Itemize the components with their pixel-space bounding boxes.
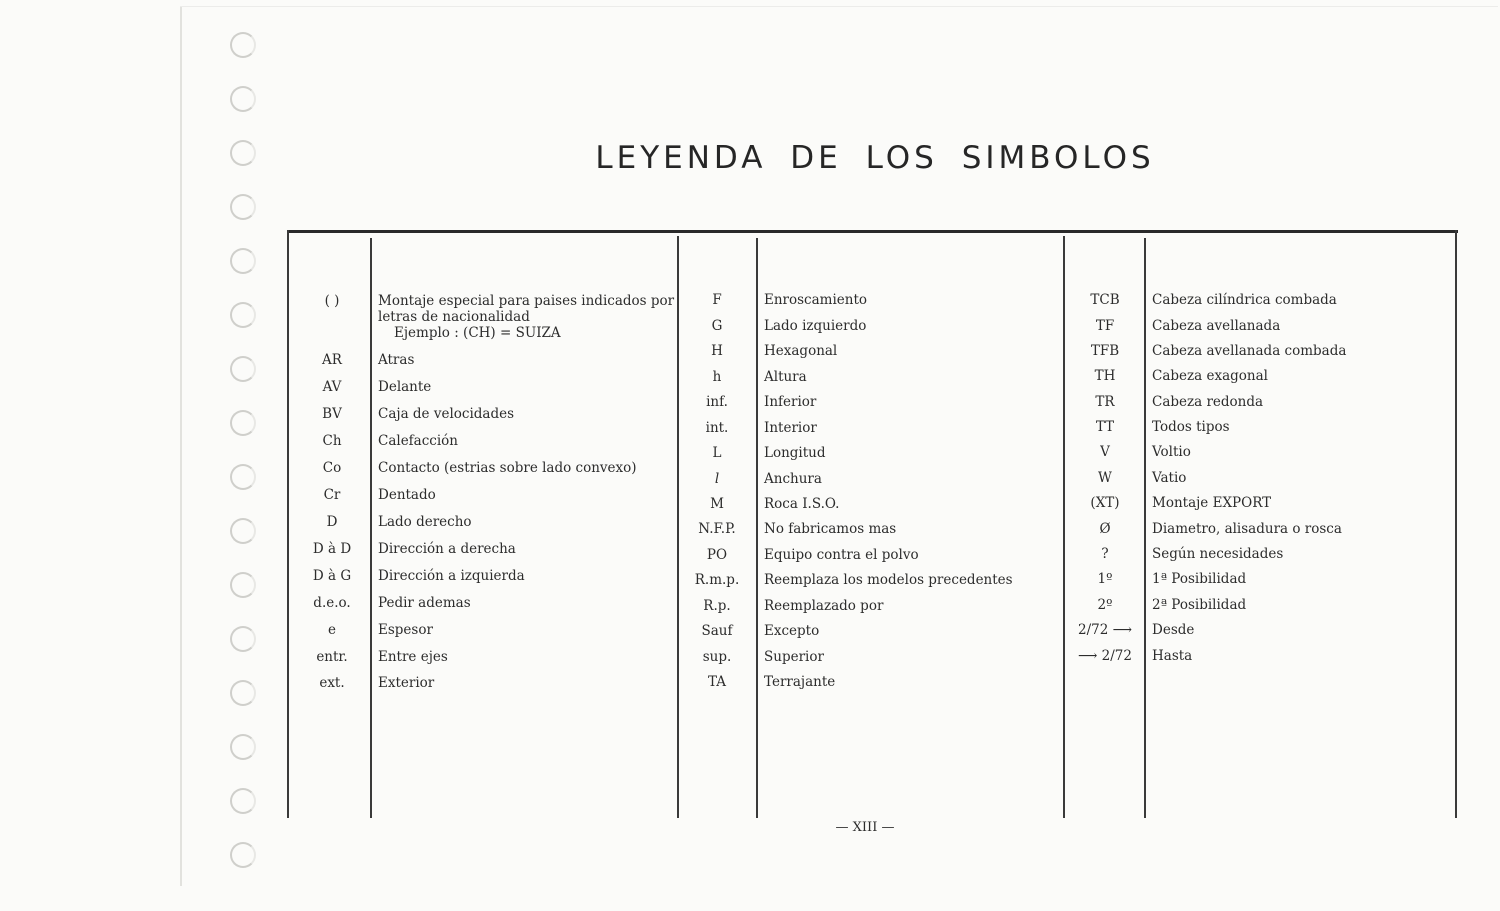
binder-hole — [230, 572, 256, 598]
binder-hole — [230, 248, 256, 274]
symbol: BV — [322, 406, 342, 422]
binder-hole — [230, 788, 256, 814]
symbol-description: Ejemplo : (CH) = SUIZA — [394, 325, 561, 341]
symbol: R.p. — [703, 598, 731, 614]
symbol-description: Delante — [378, 379, 432, 395]
symbol: TR — [1095, 394, 1115, 410]
symbol-description: Terrajante — [764, 674, 836, 690]
table-top-rule — [288, 230, 1458, 233]
binder-hole — [230, 680, 256, 706]
binder-hole — [230, 464, 256, 490]
symbol-description: 1ª Posibilidad — [1152, 571, 1247, 587]
symbol: M — [710, 496, 724, 512]
symbol-description: Según necesidades — [1152, 546, 1284, 562]
symbol-description: Superior — [764, 649, 824, 665]
symbol: D à D — [312, 541, 352, 557]
symbol: N.F.P. — [698, 521, 736, 537]
symbol: int. — [705, 420, 729, 436]
symbol: TT — [1095, 419, 1115, 435]
symbol: h — [712, 369, 722, 385]
symbol: TF — [1095, 318, 1115, 334]
symbol-description: Todos tipos — [1152, 419, 1230, 435]
until-date-symbol: ⟶ 2/72 — [1078, 648, 1132, 664]
symbol-description: Montaje EXPORT — [1152, 495, 1272, 511]
symbol: Cr — [323, 487, 341, 503]
from-date-symbol: 2/72 ⟶ — [1078, 622, 1132, 638]
symbol-description: Espesor — [378, 622, 433, 638]
binder-hole — [230, 32, 256, 58]
binder-hole — [230, 86, 256, 112]
symbol: AR — [322, 352, 342, 368]
page-top-edge — [180, 6, 1498, 7]
symbol: F — [712, 292, 722, 308]
symbol-description: Voltio — [1152, 444, 1191, 460]
binder-hole — [230, 734, 256, 760]
symbol-description: Atras — [378, 352, 415, 368]
symbol-description: Diametro, alisadura o rosca — [1152, 521, 1342, 537]
symbol-description: Interior — [764, 420, 817, 436]
symbol: 2º — [1097, 597, 1113, 613]
column-divider — [370, 238, 372, 818]
binder-hole — [230, 626, 256, 652]
symbol: PO — [706, 547, 728, 563]
symbol-description: Lado izquierdo — [764, 318, 867, 334]
symbol-description: Cabeza exagonal — [1152, 368, 1268, 384]
symbol-description: Pedir ademas — [378, 595, 471, 611]
symbol-description: Hexagonal — [764, 343, 838, 359]
symbol: inf. — [706, 394, 728, 410]
symbol-description: Excepto — [764, 623, 820, 639]
symbol-description: Reemplaza los modelos precedentes — [764, 572, 1013, 588]
symbol-description: Vatio — [1152, 470, 1187, 486]
symbol-description: Dentado — [378, 487, 436, 503]
symbol-description: Montaje especial para paises indicados por — [378, 293, 675, 309]
symbol-description: Dirección a derecha — [378, 541, 516, 557]
symbol-description: Lado derecho — [378, 514, 472, 530]
symbol: ( ) — [324, 293, 340, 309]
diameter-symbol: Ø — [1099, 521, 1111, 537]
symbol-description: Altura — [764, 369, 807, 385]
symbol: L — [712, 445, 722, 461]
symbol-description: Cabeza avellanada — [1152, 318, 1281, 334]
symbol-description: Longitud — [764, 445, 826, 461]
symbol-description: No fabricamos mas — [764, 521, 897, 537]
symbol: TFB — [1090, 343, 1120, 359]
symbol: TH — [1094, 368, 1116, 384]
symbol: sup. — [702, 649, 732, 665]
symbol-description: Contacto (estrias sobre lado convexo) — [378, 460, 637, 476]
symbol-description: 2ª Posibilidad — [1152, 597, 1247, 613]
symbol-description: Exterior — [378, 675, 435, 691]
symbol: Ch — [322, 433, 342, 449]
symbol: l — [714, 471, 720, 487]
symbol-description: Calefacción — [378, 433, 458, 449]
binder-hole — [230, 302, 256, 328]
symbol: TA — [707, 674, 726, 690]
symbol: entr. — [316, 649, 348, 665]
page-edge — [180, 6, 182, 886]
symbol-description: Reemplazado por — [764, 598, 884, 614]
symbol: AV — [322, 379, 342, 395]
binder-hole — [230, 410, 256, 436]
symbol-description: Anchura — [764, 471, 822, 487]
page-number: — XIII — — [835, 820, 895, 835]
symbol-description: Dirección a izquierda — [378, 568, 525, 584]
symbol: D — [326, 514, 338, 530]
symbol: e — [328, 622, 336, 638]
symbol-description: Caja de velocidades — [378, 406, 515, 422]
symbol-description: Roca I.S.O. — [764, 496, 840, 512]
page-title: LEYENDA DE LOS SIMBOLOS — [595, 140, 1155, 176]
symbol: TCB — [1090, 292, 1120, 308]
symbol: G — [711, 318, 723, 334]
symbol-description: letras de nacionalidad — [378, 309, 530, 325]
binder-hole — [230, 518, 256, 544]
symbol-description: Hasta — [1152, 648, 1193, 664]
symbol: ext. — [319, 675, 345, 691]
symbol: Co — [322, 460, 342, 476]
symbol-description: Cabeza avellanada combada — [1152, 343, 1347, 359]
binder-hole — [230, 194, 256, 220]
column-divider — [677, 236, 679, 818]
symbol-description: Equipo contra el polvo — [764, 547, 919, 563]
symbol: (XT) — [1090, 495, 1120, 511]
symbol-description: Cabeza redonda — [1152, 394, 1264, 410]
symbol: R.m.p. — [694, 572, 740, 588]
symbol: 1º — [1097, 571, 1113, 587]
symbol: D à G — [312, 568, 352, 584]
column-divider — [756, 238, 758, 818]
symbol-description: Desde — [1152, 622, 1195, 638]
binder-hole — [230, 356, 256, 382]
binder-hole — [230, 140, 256, 166]
symbol: Sauf — [701, 623, 733, 639]
symbol: ? — [1101, 546, 1109, 562]
table-border-left — [287, 230, 289, 818]
symbol: V — [1100, 444, 1110, 460]
table-border-right — [1455, 230, 1457, 818]
symbol-description: Entre ejes — [378, 649, 448, 665]
binder-hole — [230, 842, 256, 868]
symbol-description: Enroscamiento — [764, 292, 868, 308]
symbol-description: Inferior — [764, 394, 817, 410]
symbol: H — [711, 343, 723, 359]
symbol-description: Cabeza cilíndrica combada — [1152, 292, 1337, 308]
symbol: d.e.o. — [313, 595, 351, 611]
symbol: W — [1098, 470, 1112, 486]
